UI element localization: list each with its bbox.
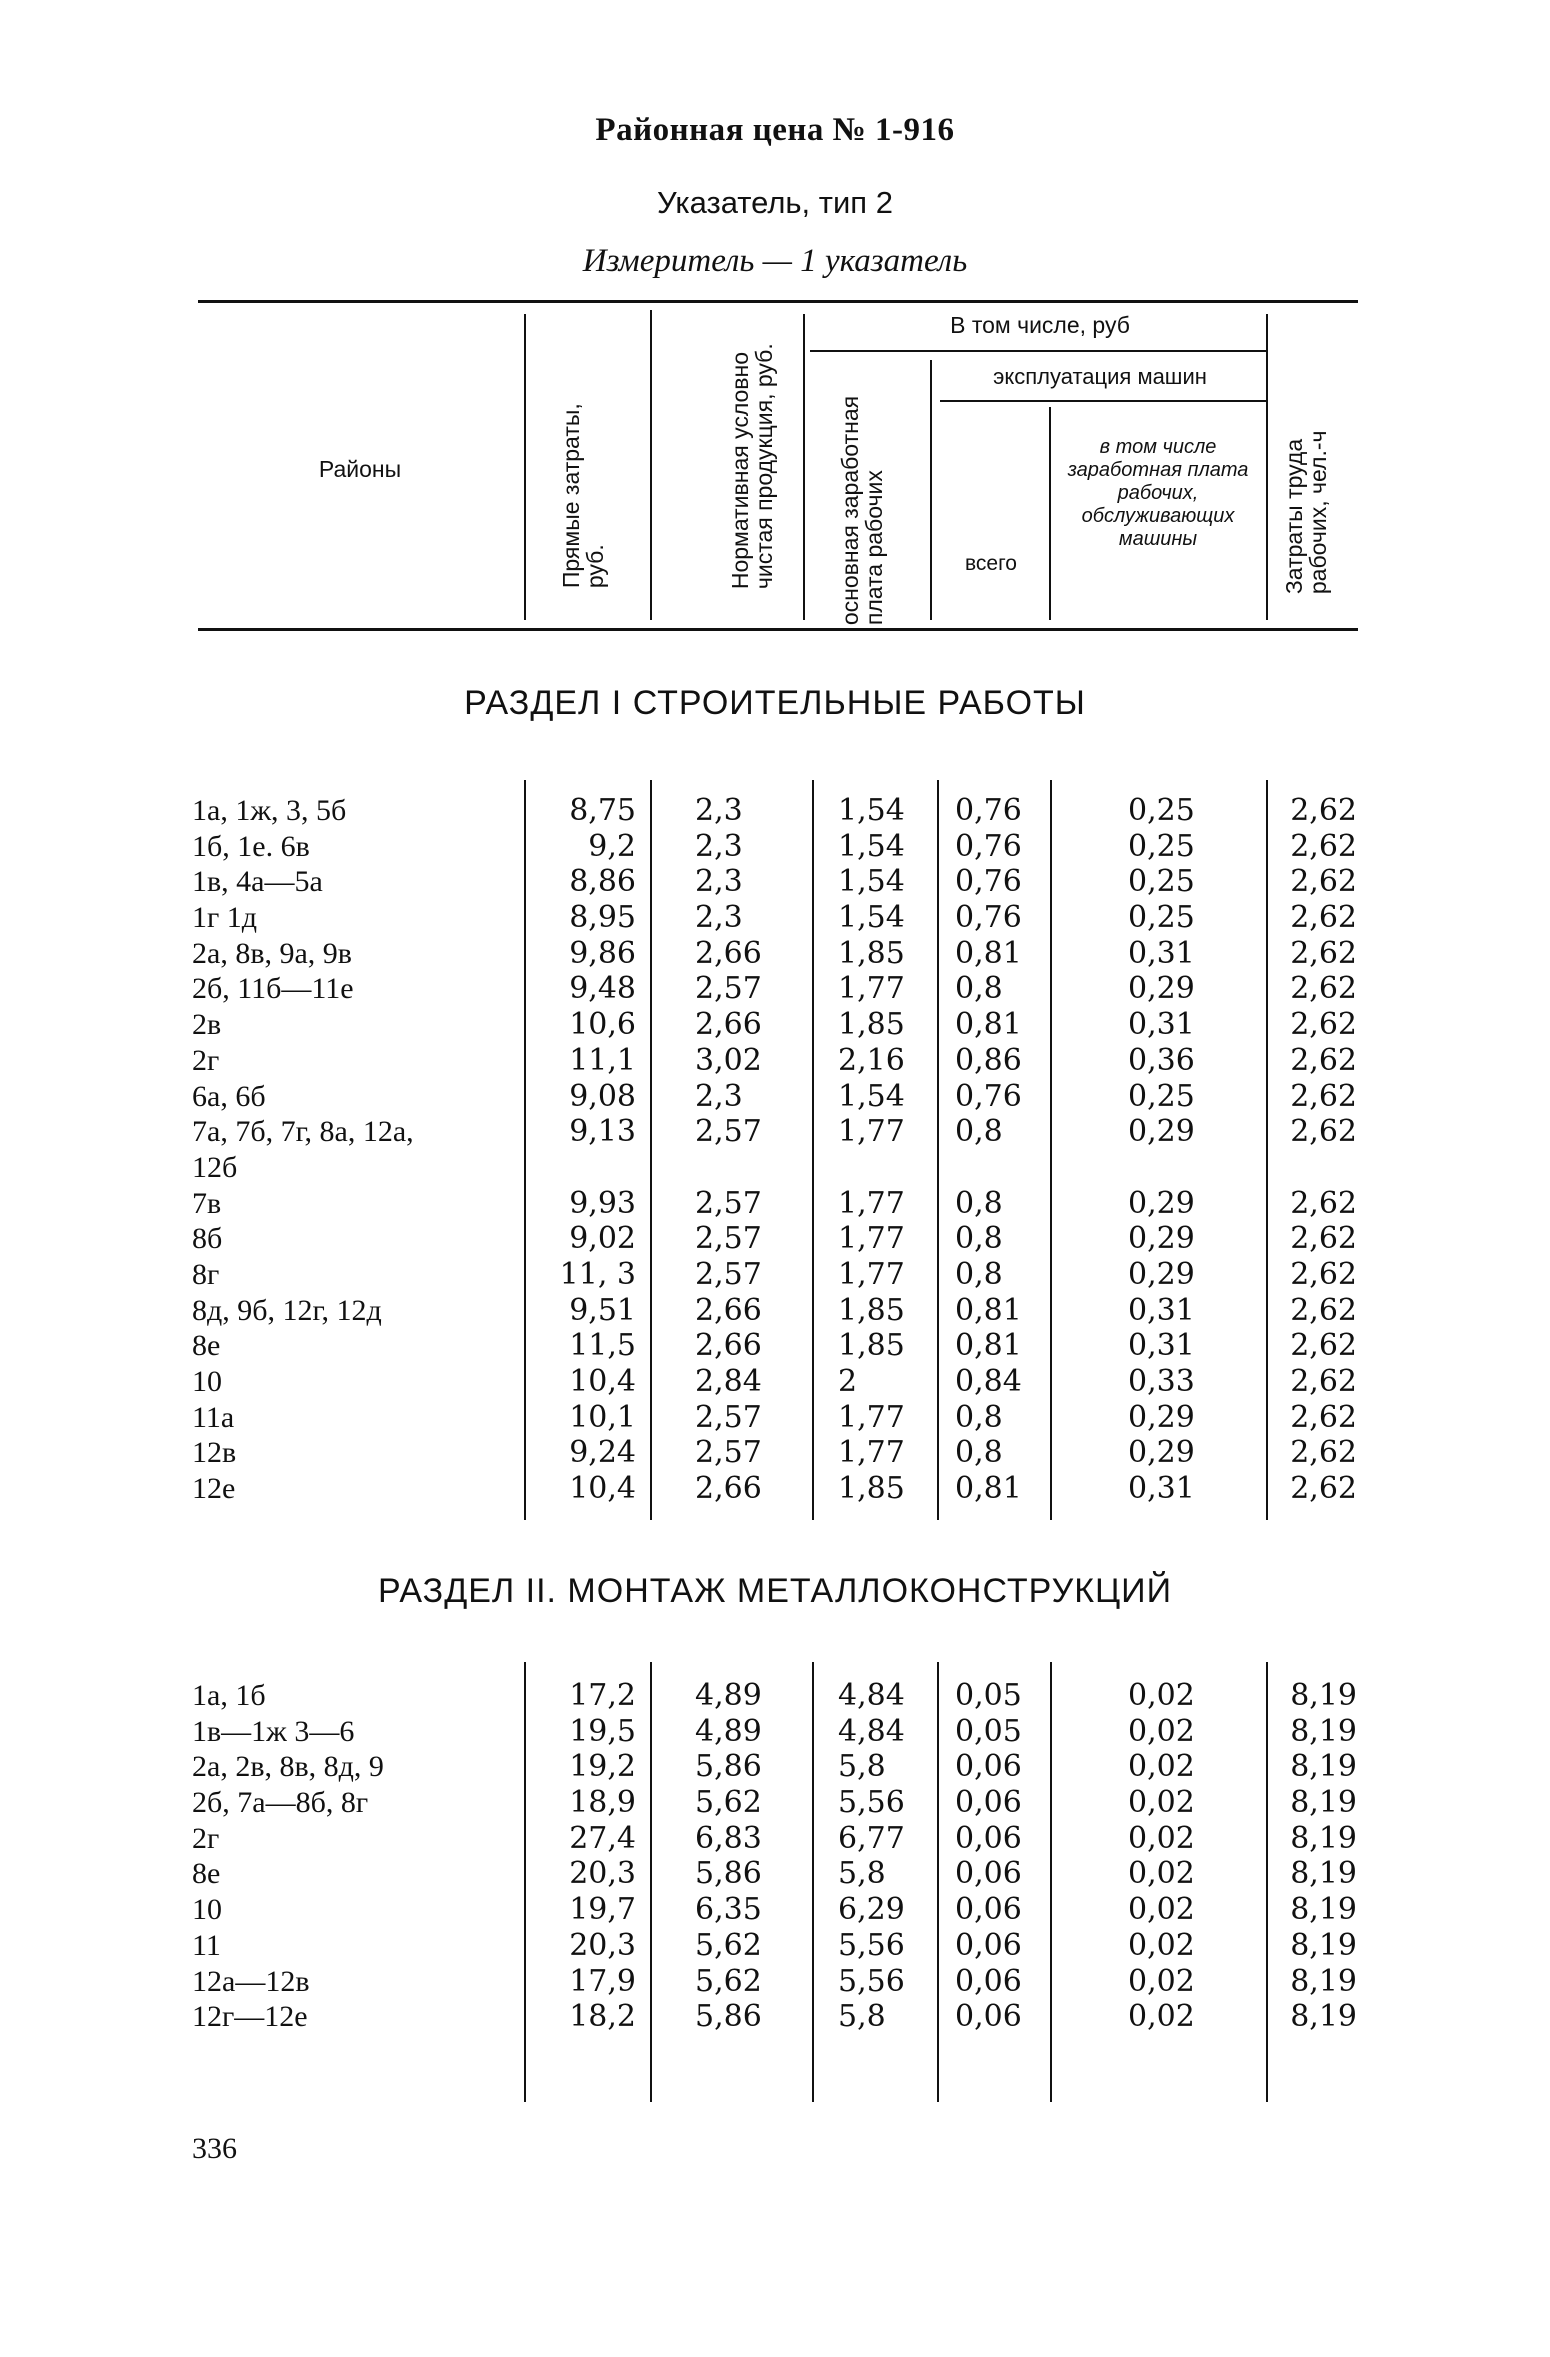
cell-wage: 1,77 <box>838 1114 905 1150</box>
cell-direct: 9,86 <box>569 935 636 971</box>
page-subtitle: Указатель, тип 2 <box>657 185 893 220</box>
cell-district: 11а <box>192 1400 235 1434</box>
cell-incl-wage: 0,29 <box>1128 1221 1195 1257</box>
cell-normative: 2,3 <box>695 1078 743 1114</box>
cell-direct: 10,1 <box>569 1399 636 1435</box>
cell-incl-wage: 0,25 <box>1128 793 1195 828</box>
cell-direct: 17,2 <box>569 1678 636 1713</box>
cell-district: 1г 1д <box>192 901 258 935</box>
cell-normative: 2,57 <box>695 971 762 1007</box>
cell-labor: 8,19 <box>1290 1999 1357 2035</box>
cell-normative: 5,62 <box>695 1927 762 1963</box>
cell-labor: 2,62 <box>1290 1221 1357 1257</box>
cell-labor: 2,62 <box>1290 864 1357 900</box>
cell-direct: 8,86 <box>569 864 636 900</box>
cell-district: 8г <box>192 1257 220 1291</box>
table-row <box>0 1999 1550 2035</box>
cell-labor: 2,62 <box>1290 1471 1357 1507</box>
cell-incl-wage: 0,02 <box>1128 1963 1195 1999</box>
cell-incl-wage: 0,29 <box>1128 971 1195 1007</box>
cell-normative: 6,35 <box>695 1892 762 1928</box>
cell-wage: 1,54 <box>838 793 905 828</box>
cell-total: 0,8 <box>955 1114 1003 1150</box>
cell-normative: 2,57 <box>695 1399 762 1435</box>
cell-incl-wage: 0,31 <box>1128 935 1195 971</box>
table-row <box>0 829 1550 865</box>
cell-district: 2а, 8в, 9а, 9в <box>192 936 352 970</box>
table-row <box>0 936 1550 972</box>
cell-direct: 8,75 <box>569 793 636 828</box>
col-header-district: Районы <box>318 456 402 482</box>
cell-incl-wage: 0,25 <box>1128 1078 1195 1114</box>
cell-wage: 5,8 <box>838 1749 886 1785</box>
cell-wage: 6,29 <box>838 1892 905 1928</box>
page-number: 336 <box>192 2132 237 2165</box>
table-row <box>0 1892 1550 1928</box>
table-row <box>0 1114 1550 1150</box>
cell-total: 0,8 <box>955 1399 1003 1435</box>
cell-labor: 8,19 <box>1290 1856 1357 1892</box>
cell-direct: 9,51 <box>569 1292 636 1328</box>
cell-wage: 2,16 <box>838 1042 905 1078</box>
cell-total: 0,76 <box>955 828 1022 864</box>
cell-wage: 1,85 <box>838 1328 905 1364</box>
cell-district: 8е <box>192 1857 221 1891</box>
cell-wage: 1,54 <box>838 828 905 864</box>
cell-district: 11 <box>192 1928 221 1962</box>
cell-normative: 2,57 <box>695 1256 762 1292</box>
cell-total: 0,06 <box>955 1749 1022 1785</box>
cell-direct: 9,2 <box>588 828 636 864</box>
cell-district: 1а, 1ж, 3, 5б <box>192 794 347 827</box>
section-1-rows <box>0 793 1550 1507</box>
cell-direct: 19,2 <box>569 1749 636 1785</box>
col-header-normative: Нормативная условно чистая продукция, руб. <box>726 343 777 590</box>
cell-incl-wage: 0,31 <box>1128 1328 1195 1364</box>
cell-district: 8д, 9б, 12г, 12д <box>192 1293 382 1327</box>
table-row-continuation <box>0 1150 1550 1186</box>
cell-labor: 8,19 <box>1290 1678 1357 1713</box>
cell-direct: 20,3 <box>569 1856 636 1892</box>
cell-incl-wage: 0,31 <box>1128 1292 1195 1328</box>
cell-incl-wage: 0,02 <box>1128 1856 1195 1892</box>
cell-total: 0,8 <box>955 1221 1003 1257</box>
cell-labor: 2,62 <box>1290 1435 1357 1471</box>
cell-normative: 2,57 <box>695 1114 762 1150</box>
cell-incl-wage: 0,29 <box>1128 1114 1195 1150</box>
cell-direct: 11,1 <box>569 1042 636 1078</box>
cell-labor: 8,19 <box>1290 1785 1357 1821</box>
cell-incl-wage: 0,02 <box>1128 1749 1195 1785</box>
cell-direct: 11,5 <box>569 1328 636 1364</box>
cell-direct: 9,08 <box>569 1078 636 1114</box>
cell-direct: 8,95 <box>569 900 636 936</box>
cell-labor: 8,19 <box>1290 1820 1357 1856</box>
col-header-incl-wage: в том числе заработная плата рабочих, обслуживающих машины <box>1067 436 1249 550</box>
cell-normative: 4,89 <box>695 1713 762 1749</box>
col-header-direct: Прямые затраты, руб. <box>557 403 608 589</box>
cell-normative: 2,66 <box>695 1471 762 1507</box>
cell-wage: 5,8 <box>838 1999 886 2035</box>
cell-labor: 2,62 <box>1290 935 1357 971</box>
cell-district: 2а, 2в, 8в, 8д, 9 <box>192 1750 384 1784</box>
cell-wage: 5,56 <box>838 1927 905 1963</box>
cell-total: 0,81 <box>955 1328 1022 1364</box>
cell-labor: 2,62 <box>1290 793 1357 828</box>
cell-total: 0,06 <box>955 1785 1022 1821</box>
cell-direct: 9,24 <box>569 1435 636 1471</box>
cell-labor: 8,19 <box>1290 1892 1357 1928</box>
table-row <box>0 1079 1550 1115</box>
cell-normative: 2,3 <box>695 864 743 900</box>
table-row <box>0 793 1550 829</box>
table-row <box>0 1928 1550 1964</box>
header-divider <box>524 314 526 620</box>
cell-total: 0,76 <box>955 900 1022 936</box>
cell-labor: 8,19 <box>1290 1713 1357 1749</box>
header-divider <box>1049 407 1051 620</box>
cell-direct: 10,6 <box>569 1007 636 1043</box>
col-header-included: В том числе, руб <box>950 312 1130 338</box>
cell-total: 0,8 <box>955 971 1003 1007</box>
cell-normative: 2,3 <box>695 793 743 828</box>
cell-normative: 6,83 <box>695 1820 762 1856</box>
cell-direct: 27,4 <box>569 1820 636 1856</box>
cell-incl-wage: 0,31 <box>1128 1007 1195 1043</box>
cell-total: 0,8 <box>955 1185 1003 1221</box>
cell-wage: 4,84 <box>838 1678 905 1713</box>
cell-wage: 1,77 <box>838 971 905 1007</box>
cell-normative: 2,66 <box>695 935 762 971</box>
header-divider <box>930 360 932 620</box>
table-row <box>0 1435 1550 1471</box>
cell-district: 12в <box>192 1436 237 1470</box>
cell-normative: 2,66 <box>695 1007 762 1043</box>
cell-direct: 9,13 <box>569 1114 636 1150</box>
cell-district: 1в, 4а—5а <box>192 865 323 899</box>
cell-district: 2г <box>192 1043 220 1077</box>
cell-normative: 5,86 <box>695 1749 762 1785</box>
cell-total: 0,06 <box>955 1963 1022 1999</box>
cell-wage: 1,77 <box>838 1256 905 1292</box>
table-row <box>0 1678 1550 1714</box>
cell-district: 10 <box>192 1365 222 1398</box>
cell-direct: 9,48 <box>569 971 636 1007</box>
cell-incl-wage: 0,02 <box>1128 1999 1195 2035</box>
measure-unit: Измеритель — 1 указатель <box>582 243 968 279</box>
cell-district: 2б, 11б—11е <box>192 972 354 1006</box>
cell-total: 0,05 <box>955 1713 1022 1749</box>
cell-incl-wage: 0,29 <box>1128 1399 1195 1435</box>
cell-direct: 9,02 <box>569 1221 636 1257</box>
cell-incl-wage: 0,29 <box>1128 1435 1195 1471</box>
cell-total: 0,76 <box>955 793 1022 828</box>
cell-wage: 5,8 <box>838 1856 886 1892</box>
cell-district: 1б, 1е. 6в <box>192 829 310 863</box>
cell-normative: 2,84 <box>695 1364 762 1399</box>
cell-wage: 1,77 <box>838 1399 905 1435</box>
cell-total: 0,05 <box>955 1678 1022 1713</box>
cell-total: 0,06 <box>955 1820 1022 1856</box>
cell-normative: 2,66 <box>695 1328 762 1364</box>
cell-incl-wage: 0,36 <box>1128 1042 1195 1078</box>
header-subrule <box>810 350 1266 352</box>
cell-normative: 5,86 <box>695 1856 762 1892</box>
cell-total: 0,76 <box>955 864 1022 900</box>
cell-labor: 2,62 <box>1290 1007 1357 1043</box>
cell-district: 2в <box>192 1008 222 1042</box>
cell-district: 6а, 6б <box>192 1079 266 1113</box>
cell-normative: 5,62 <box>695 1785 762 1821</box>
cell-total: 0,81 <box>955 1292 1022 1328</box>
cell-wage: 1,54 <box>838 1078 905 1114</box>
cell-total: 0,8 <box>955 1256 1003 1292</box>
table-row <box>0 971 1550 1007</box>
cell-wage: 4,84 <box>838 1713 905 1749</box>
section-title: РАЗДЕЛ I СТРОИТЕЛЬНЫЕ РАБОТЫ <box>464 684 1086 722</box>
cell-district: 2г <box>192 1821 220 1855</box>
cell-wage: 1,85 <box>838 1471 905 1507</box>
table-row <box>0 1785 1550 1821</box>
cell-total: 0,06 <box>955 1892 1022 1928</box>
col-header-wage: основная заработная плата рабочих <box>836 395 887 626</box>
cell-direct: 19,5 <box>569 1713 636 1749</box>
cell-direct: 20,3 <box>569 1927 636 1963</box>
cell-total: 0,76 <box>955 1078 1022 1114</box>
cell-wage: 1,77 <box>838 1435 905 1471</box>
cell-labor: 2,62 <box>1290 1078 1357 1114</box>
cell-wage: 1,85 <box>838 1007 905 1043</box>
cell-labor: 8,19 <box>1290 1927 1357 1963</box>
cell-total: 0,86 <box>955 1042 1022 1078</box>
cell-direct: 18,2 <box>569 1999 636 2035</box>
table-row <box>0 1328 1550 1364</box>
cell-total: 0,84 <box>955 1364 1022 1399</box>
table-row <box>0 1749 1550 1785</box>
page-title: Районная цена № 1-916 <box>595 112 955 148</box>
cell-normative: 5,62 <box>695 1963 762 1999</box>
cell-direct: 19,7 <box>569 1892 636 1928</box>
table-header-bottom-rule <box>198 628 1358 631</box>
cell-labor: 2,62 <box>1290 1364 1357 1399</box>
cell-district: 7а, 7б, 7г, 8а, 12а, <box>192 1115 414 1149</box>
table-top-rule <box>198 300 1358 303</box>
cell-district: 8е <box>192 1329 221 1363</box>
header-subrule <box>940 400 1266 402</box>
cell-district: 12а—12в <box>192 1964 310 1998</box>
cell-incl-wage: 0,31 <box>1128 1471 1195 1507</box>
table-row <box>0 1293 1550 1329</box>
cell-labor: 2,62 <box>1290 1399 1357 1435</box>
section-2-rows <box>0 1678 1550 2035</box>
cell-direct: 17,9 <box>569 1963 636 1999</box>
cell-total: 0,81 <box>955 935 1022 971</box>
cell-district: 1а, 1б <box>192 1679 266 1712</box>
cell-total: 0,06 <box>955 1999 1022 2035</box>
cell-district: 2б, 7а—8б, 8г <box>192 1786 369 1820</box>
table-row <box>0 1007 1550 1043</box>
table-row <box>0 900 1550 936</box>
table-row <box>0 1821 1550 1857</box>
cell-incl-wage: 0,02 <box>1128 1713 1195 1749</box>
cell-incl-wage: 0,02 <box>1128 1785 1195 1821</box>
col-header-machines: эксплуатация машин <box>993 364 1207 389</box>
cell-district: 7в <box>192 1186 222 1220</box>
cell-labor: 8,19 <box>1290 1963 1357 1999</box>
table-row <box>0 1364 1550 1400</box>
cell-wage: 6,77 <box>838 1820 905 1856</box>
cell-wage: 1,77 <box>838 1221 905 1257</box>
cell-labor: 2,62 <box>1290 1328 1357 1364</box>
cell-district: 12б <box>192 1150 238 1184</box>
cell-district: 10 <box>192 1893 222 1927</box>
cell-labor: 2,62 <box>1290 828 1357 864</box>
header-divider <box>803 314 805 620</box>
cell-wage: 1,77 <box>838 1185 905 1221</box>
table-row <box>0 1471 1550 1507</box>
cell-incl-wage: 0,29 <box>1128 1185 1195 1221</box>
table-row <box>0 1856 1550 1892</box>
cell-normative: 2,3 <box>695 828 743 864</box>
cell-labor: 2,62 <box>1290 971 1357 1007</box>
table-row <box>0 1043 1550 1079</box>
cell-total: 0,81 <box>955 1007 1022 1043</box>
cell-incl-wage: 0,25 <box>1128 900 1195 936</box>
cell-direct: 18,9 <box>569 1785 636 1821</box>
cell-labor: 8,19 <box>1290 1749 1357 1785</box>
cell-wage: 1,54 <box>838 864 905 900</box>
cell-district: 8б <box>192 1222 223 1256</box>
cell-total: 0,8 <box>955 1435 1003 1471</box>
cell-wage: 1,54 <box>838 900 905 936</box>
cell-incl-wage: 0,33 <box>1128 1364 1195 1399</box>
cell-labor: 2,62 <box>1290 1185 1357 1221</box>
cell-normative: 5,86 <box>695 1999 762 2035</box>
table-row <box>0 1714 1550 1750</box>
header-divider <box>650 310 652 620</box>
table-row <box>0 1400 1550 1436</box>
cell-incl-wage: 0,02 <box>1128 1892 1195 1928</box>
cell-wage: 5,56 <box>838 1963 905 1999</box>
cell-labor: 2,62 <box>1290 900 1357 936</box>
cell-wage: 2 <box>838 1364 858 1399</box>
cell-total: 0,06 <box>955 1927 1022 1963</box>
section-title: РАЗДЕЛ II. МОНТАЖ МЕТАЛЛОКОНСТРУКЦИЙ <box>377 1572 1173 1610</box>
cell-district: 1в—1ж 3—6 <box>192 1714 355 1748</box>
col-header-total: всего <box>965 552 1017 575</box>
cell-direct: 9,93 <box>569 1185 636 1221</box>
cell-normative: 4,89 <box>695 1678 762 1713</box>
cell-incl-wage: 0,25 <box>1128 864 1195 900</box>
cell-labor: 2,62 <box>1290 1042 1357 1078</box>
cell-district: 12е <box>192 1472 236 1506</box>
cell-district: 12г—12е <box>192 2000 308 2034</box>
cell-wage: 5,56 <box>838 1785 905 1821</box>
cell-wage: 1,85 <box>838 935 905 971</box>
cell-labor: 2,62 <box>1290 1292 1357 1328</box>
header-divider <box>1266 314 1268 620</box>
table-row <box>0 864 1550 900</box>
cell-total: 0,06 <box>955 1856 1022 1892</box>
table-row <box>0 1186 1550 1222</box>
cell-labor: 2,62 <box>1290 1256 1357 1292</box>
cell-incl-wage: 0,25 <box>1128 828 1195 864</box>
cell-normative: 2,57 <box>695 1435 762 1471</box>
cell-incl-wage: 0,02 <box>1128 1820 1195 1856</box>
cell-direct: 10,4 <box>569 1364 636 1399</box>
table-row <box>0 1257 1550 1293</box>
cell-labor: 2,62 <box>1290 1114 1357 1150</box>
col-header-labor: Затраты труда рабочих, чел.-ч <box>1280 430 1331 595</box>
cell-direct: 11, 3 <box>559 1256 636 1292</box>
table-row <box>0 1964 1550 2000</box>
cell-normative: 3,02 <box>695 1042 762 1078</box>
cell-normative: 2,57 <box>695 1185 762 1221</box>
cell-total: 0,81 <box>955 1471 1022 1507</box>
table-row <box>0 1221 1550 1257</box>
cell-normative: 2,66 <box>695 1292 762 1328</box>
cell-incl-wage: 0,02 <box>1128 1678 1195 1713</box>
cell-direct: 10,4 <box>569 1471 636 1507</box>
cell-wage: 1,85 <box>838 1292 905 1328</box>
cell-incl-wage: 0,02 <box>1128 1927 1195 1963</box>
cell-normative: 2,3 <box>695 900 743 936</box>
cell-normative: 2,57 <box>695 1221 762 1257</box>
cell-incl-wage: 0,29 <box>1128 1256 1195 1292</box>
